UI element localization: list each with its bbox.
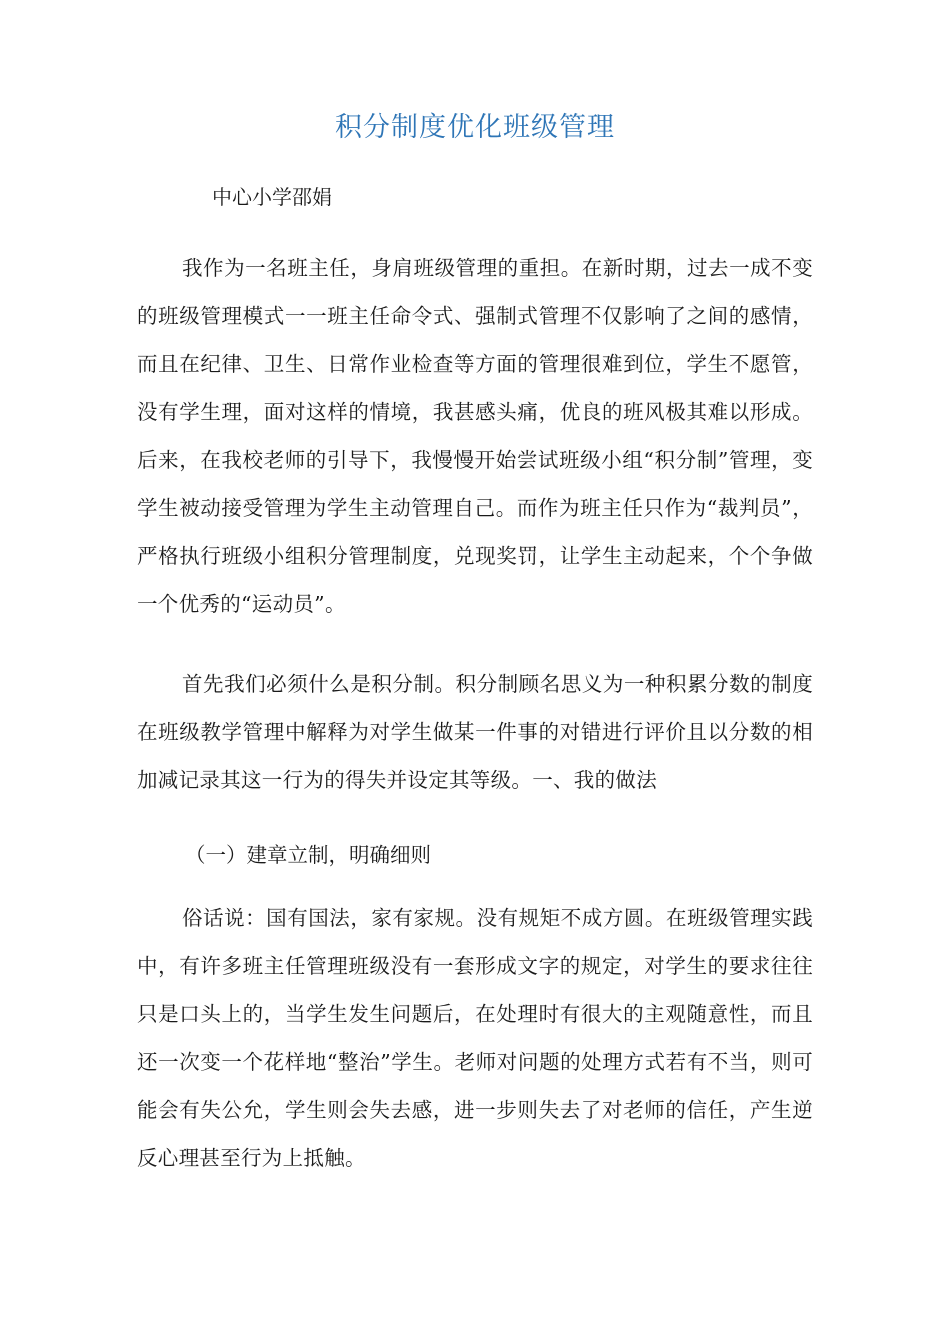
paragraph-definition: 首先我们必须什么是积分制。积分制顾名思义为一种积累分数的制度在班级教学管理中解释为对学生做某一件事的对错进行评价且以分数的相加减记录其这一行为的得失并设定其等级。一、我的做法 — [137, 672, 813, 792]
author-line: 中心小学邵娟 — [212, 185, 332, 209]
document-title: 积分制度优化班级管理 — [335, 112, 615, 143]
paragraph-rules: 俗话说：国有国法，家有家规。没有规矩不成方圆。在班级管理实践中，有许多班主任管理班级没有一套形成文字的规定，对学生的要求往往只是口头上的，当学生发生问题后，在处理时有很大的主观随意性，而且还一次变一个花样地“整治”学生。老师对问题的处理方式若有不当，则可能会有失公允，学生则会失去感，进一步则失去了对老师的信任，产生逆反心理甚至行为上抵触。 — [137, 906, 813, 1170]
paragraph-intro: 我作为一名班主任，身肩班级管理的重担。在新时期，过去一成不变的班级管理模式一一班主任命令式、强制式管理不仅影响了之间的感情，而且在纪律、卫生、日常作业检查等方面的管理很难到位，学生不愿管，没有学生理，面对这样的情境，我甚感头痛，优良的班风极其难以形成。后来，在我校老师的引导下，我慢慢开始尝试班级小组“积分制”管理，变学生被动接受管理为学生主动管理自己。而作为班主任只作为“裁判员”，严格执行班级小组积分管理制度，兑现奖罚，让学生主动起来，个个争做一个优秀的“运动员”。 — [137, 256, 813, 616]
section-subheading: （一）建章立制，明确细则 — [185, 843, 431, 867]
